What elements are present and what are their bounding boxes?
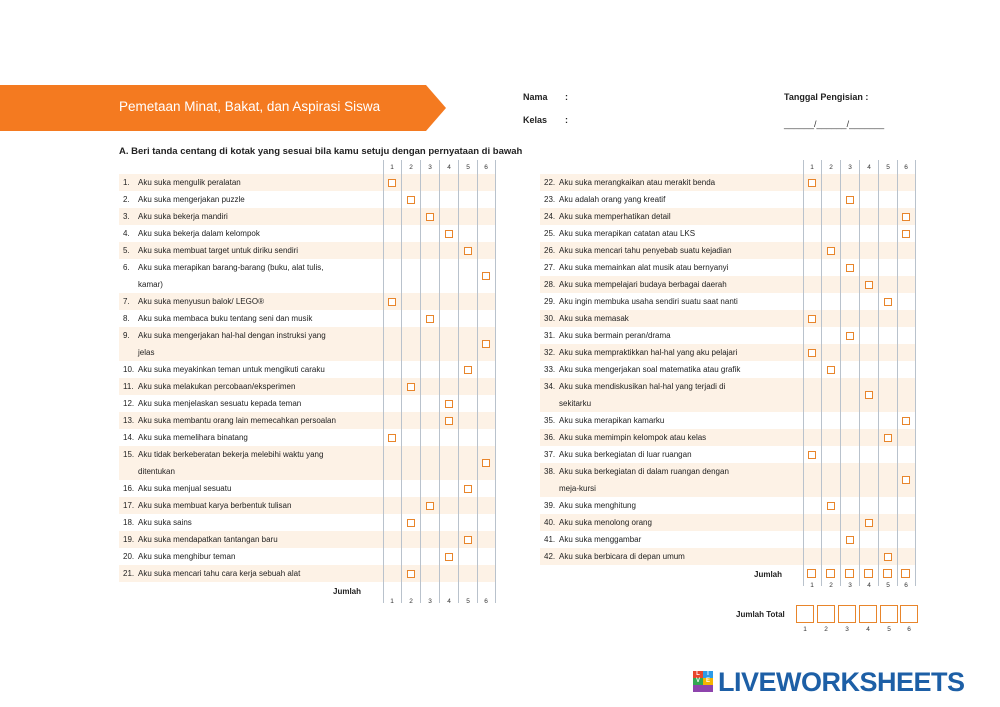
jumlah-total-box[interactable] <box>859 605 877 623</box>
logo-letter: E <box>703 678 713 685</box>
item-statement: Aku suka menjelaskan sesuatu kepada teman <box>138 399 302 408</box>
item-number: 34. <box>544 382 556 391</box>
nama-colon: : <box>565 92 568 102</box>
item-statement: Aku suka merapikan kamarku <box>559 416 665 425</box>
checkbox[interactable] <box>902 213 910 221</box>
item-statement: Aku suka mendiskusikan hal-hal yang terjadi di <box>559 382 726 391</box>
logo-letter: L <box>693 671 703 678</box>
column-number: 2 <box>409 164 413 171</box>
column-divider <box>840 160 841 586</box>
right-jumlah-label: Jumlah <box>754 570 783 579</box>
jumlah-box[interactable] <box>864 569 873 578</box>
item-statement: Aku suka mempraktikkan hal-hal yang aku pelajari <box>559 348 738 357</box>
item-statement: Aku suka menggambar <box>559 535 642 544</box>
item-number: 20. <box>123 552 135 561</box>
item-statement-cont: ditentukan <box>138 467 175 476</box>
item-number: 3. <box>123 212 130 221</box>
checkbox[interactable] <box>865 281 873 289</box>
item-statement: Aku suka mencari tahu penyebab suatu kejadian <box>559 246 732 255</box>
checkbox[interactable] <box>865 519 873 527</box>
checkbox[interactable] <box>808 451 816 459</box>
nama-label: Nama <box>523 92 548 102</box>
item-statement: Aku suka mengerjakan puzzle <box>138 195 245 204</box>
logo-letter: I <box>703 671 713 678</box>
item-number: 27. <box>544 263 556 272</box>
item-number: 40. <box>544 518 556 527</box>
item-statement-cont: meja-kursi <box>559 484 596 493</box>
checkbox[interactable] <box>482 459 490 467</box>
jumlah-total-box[interactable] <box>817 605 835 623</box>
item-statement: Aku suka memimpin kelompok atau kelas <box>559 433 707 442</box>
column-number: 2 <box>824 626 828 633</box>
column-number: 1 <box>390 164 394 171</box>
column-divider <box>803 160 804 586</box>
item-statement: Aku suka mengerjakan hal-hal dengan instruksi yang <box>138 331 326 340</box>
item-statement: Aku suka mencari tahu cara kerja sebuah alat <box>138 569 301 578</box>
date-field[interactable]: ______/______/_______ <box>784 119 885 129</box>
item-number: 8. <box>123 314 130 323</box>
column-number: 4 <box>447 164 451 171</box>
checkbox[interactable] <box>464 485 472 493</box>
item-number: 28. <box>544 280 556 289</box>
checkbox[interactable] <box>407 196 415 204</box>
column-divider <box>897 160 898 586</box>
item-number: 30. <box>544 314 556 323</box>
checkbox[interactable] <box>482 340 490 348</box>
item-number: 6. <box>123 263 130 272</box>
item-number: 37. <box>544 450 556 459</box>
item-statement: Aku suka menghibur teman <box>138 552 236 561</box>
column-number: 2 <box>829 164 833 171</box>
left-jumlah-label: Jumlah <box>333 587 362 596</box>
checkbox[interactable] <box>902 476 910 484</box>
column-divider <box>401 160 402 603</box>
item-number: 9. <box>123 331 130 340</box>
column-divider <box>420 160 421 603</box>
item-statement: Aku suka bermain peran/drama <box>559 331 671 340</box>
item-number: 18. <box>123 518 135 527</box>
checkbox[interactable] <box>388 434 396 442</box>
item-statement: Aku suka meyakinkan teman untuk mengikuti caraku <box>138 365 325 374</box>
column-divider <box>458 160 459 603</box>
item-number: 7. <box>123 297 130 306</box>
item-number: 21. <box>123 569 135 578</box>
checkbox[interactable] <box>464 536 472 544</box>
item-number: 41. <box>544 535 556 544</box>
item-number: 16. <box>123 484 135 493</box>
item-number: 33. <box>544 365 556 374</box>
column-divider <box>477 160 478 603</box>
column-number: 1 <box>810 164 814 171</box>
item-number: 12. <box>123 399 135 408</box>
item-statement: Aku suka membaca buku tentang seni dan musik <box>138 314 313 323</box>
kelas-colon: : <box>565 115 568 125</box>
column-number: 5 <box>887 626 891 633</box>
column-number: 3 <box>428 598 432 605</box>
column-number: 2 <box>829 582 833 589</box>
item-number: 11. <box>123 382 134 391</box>
column-number: 6 <box>484 598 488 605</box>
column-number: 4 <box>867 582 871 589</box>
item-statement: Aku suka sains <box>138 518 192 527</box>
item-number: 4. <box>123 229 130 238</box>
item-statement: Aku tidak berkeberatan bekerja melebihi waktu yang <box>138 450 324 459</box>
column-number: 2 <box>409 598 413 605</box>
item-statement: Aku suka menghitung <box>559 501 636 510</box>
checkbox[interactable] <box>846 264 854 272</box>
column-number: 6 <box>904 582 908 589</box>
checkbox[interactable] <box>388 298 396 306</box>
column-number: 5 <box>886 164 890 171</box>
checkbox[interactable] <box>426 502 434 510</box>
tanggal-label: Tanggal Pengisian : <box>784 92 869 102</box>
column-divider <box>495 160 496 603</box>
item-number: 35. <box>544 416 556 425</box>
jumlah-box[interactable] <box>826 569 835 578</box>
jumlah-total-box[interactable] <box>880 605 898 623</box>
item-statement-cont: jelas <box>138 348 155 357</box>
header-banner <box>0 85 446 131</box>
jumlah-total-box[interactable] <box>900 605 918 623</box>
column-divider <box>878 160 879 586</box>
column-number: 6 <box>904 164 908 171</box>
column-divider <box>821 160 822 586</box>
column-number: 5 <box>466 164 470 171</box>
checkbox[interactable] <box>846 332 854 340</box>
jumlah-box[interactable] <box>845 569 854 578</box>
item-statement: Aku adalah orang yang kreatif <box>559 195 666 204</box>
kelas-label: Kelas <box>523 115 548 125</box>
item-number: 15. <box>123 450 135 459</box>
checkbox[interactable] <box>827 366 835 374</box>
column-number: 4 <box>447 598 451 605</box>
checkbox[interactable] <box>884 298 892 306</box>
item-number: 19. <box>123 535 135 544</box>
item-statement: Aku suka berbicara di depan umum <box>559 552 685 561</box>
jumlah-total-box[interactable] <box>838 605 856 623</box>
checkbox[interactable] <box>846 196 854 204</box>
item-statement-cont: sekitarku <box>559 399 592 408</box>
item-number: 38. <box>544 467 556 476</box>
instruction-text: A. Beri tanda centang di kotak yang sesuai bila kamu setuju dengan pernyataan di bawah <box>119 146 523 157</box>
item-number: 13. <box>123 416 135 425</box>
logo-letter: V <box>693 678 703 685</box>
checkbox[interactable] <box>445 417 453 425</box>
item-statement: Aku suka mempelajari budaya berbagai daerah <box>559 280 727 289</box>
item-statement: Aku suka memperhatikan detail <box>559 212 671 221</box>
item-number: 29. <box>544 297 556 306</box>
column-divider <box>383 160 384 603</box>
checkbox[interactable] <box>407 383 415 391</box>
jumlah-box[interactable] <box>901 569 910 578</box>
checkbox[interactable] <box>827 502 835 510</box>
item-statement: Aku suka melakukan percobaan/eksperimen <box>138 382 296 391</box>
item-number: 31. <box>544 331 556 340</box>
item-statement-cont: kamar) <box>138 280 163 289</box>
item-number: 25. <box>544 229 556 238</box>
column-number: 1 <box>803 626 807 633</box>
item-statement: Aku suka merapikan barang-barang (buku, alat tulis, <box>138 263 324 272</box>
item-statement: Aku suka mendapatkan tantangan baru <box>138 535 278 544</box>
item-number: 22. <box>544 178 556 187</box>
checkbox[interactable] <box>388 179 396 187</box>
checkbox[interactable] <box>407 519 415 527</box>
column-number: 6 <box>484 164 488 171</box>
logo-bar <box>693 685 713 692</box>
item-statement: Aku suka membuat karya berbentuk tulisan <box>138 501 292 510</box>
jumlah-box[interactable] <box>883 569 892 578</box>
item-number: 5. <box>123 246 130 255</box>
jumlah-total-label: Jumlah Total <box>736 610 785 619</box>
checkbox[interactable] <box>482 272 490 280</box>
jumlah-total-box[interactable] <box>796 605 814 623</box>
item-statement: Aku suka menyusun balok/ LEGO® <box>138 297 264 306</box>
checkbox[interactable] <box>445 400 453 408</box>
logo-text: LIVEWORKSHEETS <box>718 667 965 697</box>
item-statement: Aku suka membantu orang lain memecahkan persoalan <box>138 416 336 425</box>
checkbox[interactable] <box>808 315 816 323</box>
checkbox[interactable] <box>902 417 910 425</box>
item-number: 24. <box>544 212 556 221</box>
item-statement: Aku suka merapikan catatan atau LKS <box>559 229 696 238</box>
checkbox[interactable] <box>464 366 472 374</box>
column-number: 4 <box>866 626 870 633</box>
item-statement: Aku suka berkegiatan di dalam ruangan dengan <box>559 467 729 476</box>
item-number: 17. <box>123 501 135 510</box>
item-statement: Aku suka memainkan alat musik atau bernyanyi <box>559 263 729 272</box>
item-number: 42. <box>544 552 556 561</box>
page-title: Pemetaan Minat, Bakat, dan Aspirasi Siswa <box>119 99 381 114</box>
item-number: 1. <box>123 178 130 187</box>
column-divider <box>915 160 916 586</box>
column-number: 3 <box>845 626 849 633</box>
item-statement: Aku suka memasak <box>559 314 629 323</box>
column-number: 3 <box>848 164 852 171</box>
item-statement: Aku suka mengulik peralatan <box>138 178 241 187</box>
column-number: 1 <box>810 582 814 589</box>
item-statement: Aku suka menjual sesuatu <box>138 484 232 493</box>
checkbox[interactable] <box>445 230 453 238</box>
checkbox[interactable] <box>846 536 854 544</box>
checkbox[interactable] <box>426 315 434 323</box>
checkbox[interactable] <box>464 247 472 255</box>
column-number: 3 <box>848 582 852 589</box>
item-number: 32. <box>544 348 556 357</box>
column-number: 3 <box>428 164 432 171</box>
checkbox[interactable] <box>865 391 873 399</box>
item-number: 26. <box>544 246 556 255</box>
column-divider <box>859 160 860 586</box>
checkbox[interactable] <box>808 349 816 357</box>
item-number: 10. <box>123 365 135 374</box>
column-number: 5 <box>466 598 470 605</box>
column-number: 6 <box>907 626 911 633</box>
checkbox[interactable] <box>902 230 910 238</box>
item-statement: Aku suka berkegiatan di luar ruangan <box>559 450 692 459</box>
item-statement: Aku ingin membuka usaha sendiri suatu saat nanti <box>559 297 738 306</box>
column-divider <box>439 160 440 603</box>
item-number: 39. <box>544 501 556 510</box>
jumlah-box[interactable] <box>807 569 816 578</box>
column-number: 1 <box>390 598 394 605</box>
item-statement: Aku suka mengerjakan soal matematika atau grafik <box>559 365 741 374</box>
checkbox[interactable] <box>884 553 892 561</box>
item-number: 23. <box>544 195 556 204</box>
item-statement: Aku suka merangkaikan atau merakit benda <box>559 178 716 187</box>
item-number: 2. <box>123 195 130 204</box>
item-statement: Aku suka menolong orang <box>559 518 652 527</box>
item-statement: Aku suka bekerja mandiri <box>138 212 228 221</box>
checkbox[interactable] <box>808 179 816 187</box>
column-number: 5 <box>886 582 890 589</box>
item-number: 36. <box>544 433 556 442</box>
column-number: 4 <box>867 164 871 171</box>
logo-blocks-icon <box>693 671 713 693</box>
checkbox[interactable] <box>407 570 415 578</box>
item-statement: Aku suka memelihara binatang <box>138 433 248 442</box>
checkbox[interactable] <box>884 434 892 442</box>
checkbox[interactable] <box>445 553 453 561</box>
item-number: 14. <box>123 433 135 442</box>
item-statement: Aku suka membuat target untuk diriku sendiri <box>138 246 299 255</box>
checkbox[interactable] <box>827 247 835 255</box>
item-statement: Aku suka bekerja dalam kelompok <box>138 229 260 238</box>
checkbox[interactable] <box>426 213 434 221</box>
